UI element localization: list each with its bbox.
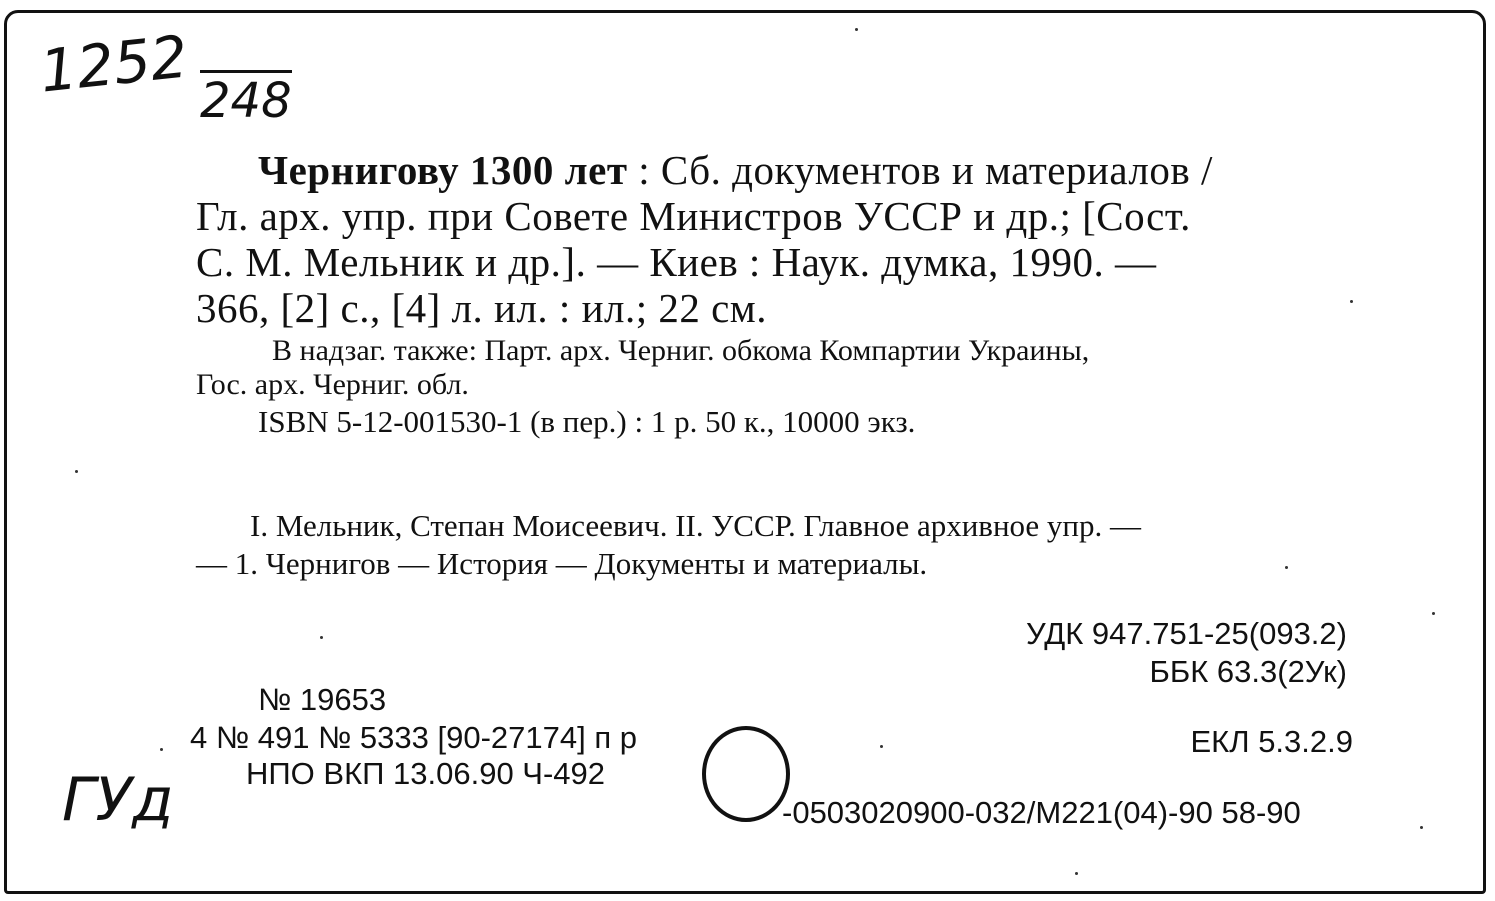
entry-line-1 — [258, 146, 1213, 194]
tracing-line-2: — 1. Чернигов — История — Документы и материалы. — [196, 546, 928, 581]
entry-title: Чернигову 1300 лет — [258, 147, 628, 193]
entry-line-3: С. М. Мельник и др.]. — Киев : Наук. думка, 1990. — — [196, 239, 1157, 285]
bbk-code: ББК 63.3(2Ук) — [1149, 654, 1347, 689]
printer-line: НПО ВКП 13.06.90 Ч-492 — [246, 756, 606, 791]
speck — [75, 470, 78, 473]
handwritten-number-sub: 248 — [200, 70, 292, 129]
entry-line-1-rest: : Сб. документов и материалов / — [627, 147, 1213, 193]
note-line-2: Гос. арх. Черниг. обл. — [196, 368, 469, 401]
udk-code: УДК 947.751-25(093.2) — [1025, 616, 1347, 651]
speck — [1432, 612, 1435, 615]
handwritten-number-top: 1252 — [36, 22, 191, 106]
speck — [160, 748, 163, 751]
speck — [1075, 872, 1078, 875]
note-line-1: В надзаг. также: Парт. арх. Черниг. обкома Компартии Украины, — [272, 334, 1090, 367]
catalog-code: -0503020900-032/М221(04)-90 58-90 — [782, 795, 1301, 830]
copyright-circle — [702, 726, 790, 822]
entry-line-2: Гл. арх. упр. при Совете Министров УССР и др.; [Сост. — [196, 193, 1191, 239]
speck — [1285, 566, 1288, 569]
ekl-code: ЕКЛ 5.3.2.9 — [1190, 724, 1353, 759]
order-line: 4 № 491 № 5333 [90-27174] п р — [190, 720, 637, 755]
entry-line-4: 366, [2] с., [4] л. ил. : ил.; 22 см. — [196, 285, 767, 331]
speck — [1350, 300, 1353, 303]
card-number: № 19653 — [258, 682, 387, 717]
speck — [880, 745, 883, 748]
speck — [855, 28, 858, 31]
speck — [1420, 826, 1423, 829]
speck — [320, 636, 323, 639]
handwritten-initials: ГУд — [62, 765, 174, 835]
isbn-line: ISBN 5-12-001530-1 (в пер.) : 1 р. 50 к., 10000 экз. — [258, 404, 916, 439]
tracing-line-1: I. Мельник, Степан Моисеевич. II. УССР. Главное архивное упр. — — [250, 508, 1142, 543]
